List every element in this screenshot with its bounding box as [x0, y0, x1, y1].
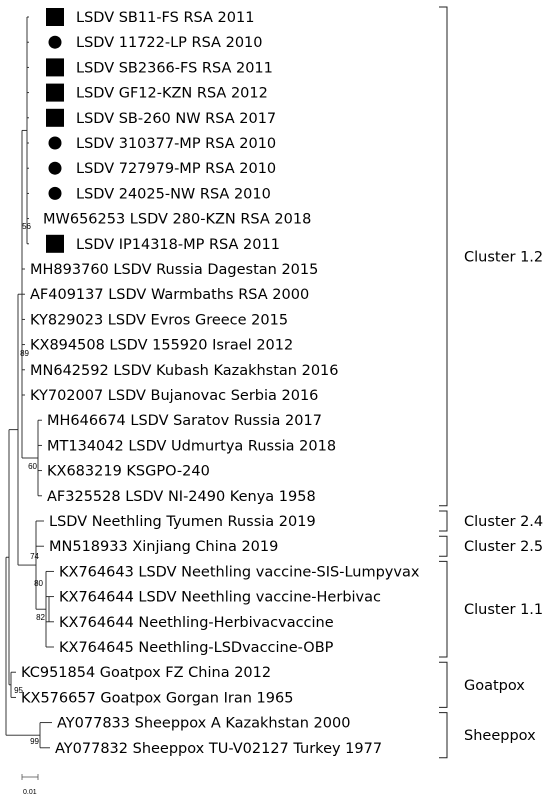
- leaf-label: KX764644 Neethling-Herbivacvaccine: [59, 614, 334, 631]
- cluster-bracket: [439, 511, 447, 531]
- bootstrap-value: 80: [34, 579, 43, 588]
- leaf-label: MN642592 LSDV Kubash Kazakhstan 2016: [30, 362, 339, 379]
- cluster-label: Cluster 1.2: [464, 249, 544, 266]
- bootstrap-value: 60: [28, 462, 37, 471]
- scale-bar: [22, 774, 38, 796]
- leaf-label: KY702007 LSDV Bujanovac Serbia 2016: [30, 388, 319, 404]
- cluster-brackets: [439, 7, 543, 758]
- leaf-label: MN518933 Xinjiang China 2019: [49, 539, 279, 556]
- leaf-label: AF325528 LSDV NI-2490 Kenya 1958: [47, 488, 316, 505]
- bootstrap-value: 56: [22, 222, 31, 231]
- cluster-label: Cluster 2.5: [464, 539, 544, 556]
- filled-circle-marker: [49, 187, 62, 200]
- cluster-bracket: [439, 662, 447, 707]
- leaf-label: AY077833 Sheeppox A Kazakhstan 2000: [57, 715, 351, 732]
- leaf-label: MT134042 LSDV Udmurtya Russia 2018: [47, 438, 337, 455]
- filled-square-marker: [46, 58, 64, 76]
- leaf-label: LSDV IP14318-MP RSA 2011: [76, 236, 280, 253]
- bootstrap-value: 95: [14, 686, 23, 695]
- filled-circle-marker: [49, 137, 62, 150]
- bootstrap-value: 99: [30, 737, 39, 746]
- leaf-label: MW656253 LSDV 280-KZN RSA 2018: [43, 211, 312, 228]
- bootstrap-value: 82: [36, 613, 45, 622]
- bootstrap-value: 74: [30, 552, 39, 561]
- cluster-label: Cluster 1.1: [464, 602, 544, 619]
- leaf-label: KX683219 KSGPO-240: [47, 463, 210, 480]
- leaf-label: LSDV 727979-MP RSA 2010: [76, 161, 277, 178]
- leaf-label: LSDV 310377-MP RSA 2010: [76, 136, 277, 152]
- filled-square-marker: [46, 8, 64, 26]
- cluster-label: Goatpox: [464, 677, 525, 694]
- filled-square-marker: [46, 109, 64, 127]
- filled-circle-marker: [49, 36, 62, 49]
- leaf-label: KY829023 LSDV Evros Greece 2015: [30, 312, 289, 329]
- cluster-label: Cluster 2.4: [464, 514, 544, 530]
- leaf-label: KX576657 Goatpox Gorgan Iran 1965: [21, 690, 294, 707]
- leaf-label: KX894508 LSDV 155920 Israel 2012: [30, 337, 294, 354]
- cluster-bracket: [439, 713, 447, 758]
- cluster-bracket: [439, 561, 447, 657]
- filled-circle-marker: [49, 162, 62, 175]
- leaf-label: LSDV GF12-KZN RSA 2012: [76, 85, 268, 102]
- leaf-label: MH893760 LSDV Russia Dagestan 2015: [30, 262, 319, 278]
- cluster-bracket: [439, 536, 447, 556]
- leaf-label: AF409137 LSDV Warmbaths RSA 2000: [30, 287, 310, 304]
- leaf-label: LSDV SB-260 NW RSA 2017: [76, 110, 277, 127]
- leaf-label: KX764643 LSDV Neethling vaccine-SIS-Lumpyvax: [59, 564, 420, 581]
- scale-bar-label: 0.01: [23, 789, 37, 796]
- bootstrap-value: 89: [20, 349, 29, 358]
- filled-square-marker: [46, 84, 64, 102]
- leaf-label: KX764645 Neethling-LSDvaccine-OBP: [59, 640, 334, 656]
- leaf-label: LSDV Neethling Tyumen Russia 2019: [49, 514, 316, 530]
- cluster-bracket: [439, 7, 447, 506]
- leaf-label: LSDV 24025-NW RSA 2010: [76, 186, 271, 203]
- cluster-label: Sheeppox: [464, 728, 536, 745]
- leaf-label: MH646674 LSDV Saratov Russia 2017: [47, 413, 322, 430]
- leaf-label: KX764644 LSDV Neethling vaccine-Herbivac: [59, 589, 381, 606]
- leaf-label: LSDV SB2366-FS RSA 2011: [76, 60, 273, 77]
- leaf-label: AY077832 Sheeppox TU-V02127 Turkey 1977: [55, 740, 383, 757]
- filled-square-marker: [46, 235, 64, 253]
- leaf-labels: [21, 10, 420, 757]
- leaf-label: KC951854 Goatpox FZ China 2012: [21, 665, 272, 682]
- leaf-label: LSDV 11722-LP RSA 2010: [76, 35, 263, 52]
- leaf-label: LSDV SB11-FS RSA 2011: [76, 10, 255, 26]
